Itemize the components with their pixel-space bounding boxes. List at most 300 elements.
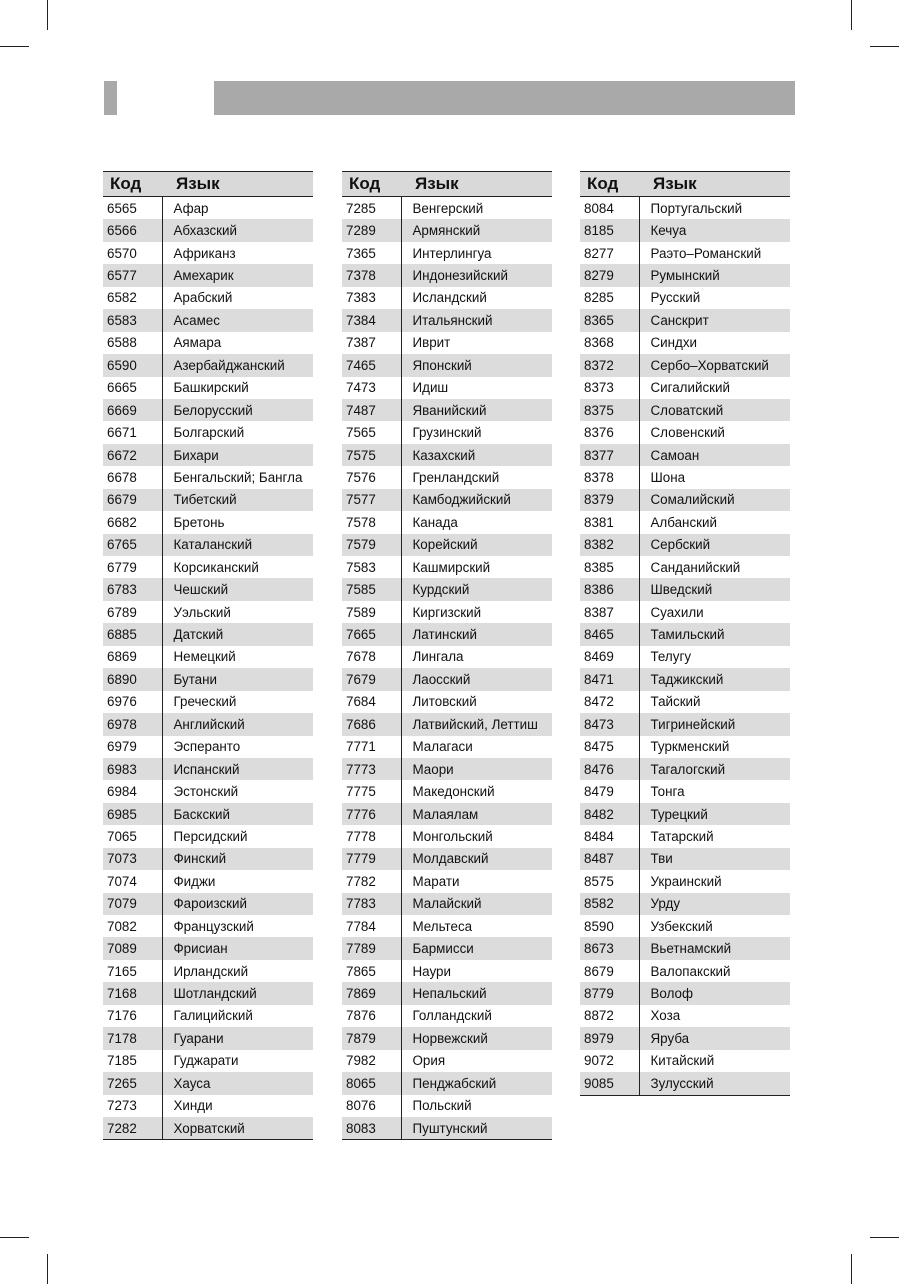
language-name: Иврит xyxy=(412,335,451,351)
language-name: Тагалогский xyxy=(639,758,790,780)
table-row xyxy=(103,623,313,645)
language-code: 7783 xyxy=(342,893,401,915)
language-code: 7775 xyxy=(342,780,401,802)
language-code: 7578 xyxy=(342,511,401,533)
language-name: Курдский xyxy=(401,578,552,600)
language-code: 6976 xyxy=(103,691,162,713)
table-row xyxy=(580,803,790,825)
language-name: Литовский xyxy=(412,694,477,710)
table-row xyxy=(103,893,313,915)
language-code: 8484 xyxy=(580,825,639,847)
language-name: Идиш xyxy=(412,380,449,396)
language-name: Монгольский xyxy=(412,828,493,844)
language-code: 7776 xyxy=(342,803,401,825)
language-code: 8368 xyxy=(580,332,639,354)
language-code: 8679 xyxy=(580,960,639,982)
crop-mark-bottom-right-h xyxy=(870,1237,899,1238)
language-code: 7782 xyxy=(342,870,401,892)
language-name: Каталанский xyxy=(162,534,313,556)
table-row xyxy=(342,511,552,533)
language-name: Самоан xyxy=(639,444,790,466)
language-name: Шона xyxy=(650,469,686,485)
language-name: Китайский xyxy=(650,1053,715,1069)
table-row xyxy=(103,668,313,690)
language-name: Наури xyxy=(412,963,451,979)
language-name: Греческий xyxy=(173,694,237,710)
language-code: 7784 xyxy=(342,915,401,937)
language-code: 8673 xyxy=(580,937,639,959)
language-name: Шотландский xyxy=(162,982,313,1004)
table-row xyxy=(103,848,313,870)
language-code: 7082 xyxy=(103,915,162,937)
language-name: Асамес xyxy=(162,309,313,331)
language-name: Сигалийский xyxy=(650,380,730,396)
language-code: 6583 xyxy=(103,309,162,331)
language-code: 7473 xyxy=(342,377,401,399)
table-row xyxy=(580,242,790,264)
language-name: Индонезийский xyxy=(401,264,552,286)
language-name: Словенский xyxy=(650,425,725,441)
table-row xyxy=(342,825,552,847)
language-name: Фиджи xyxy=(173,873,216,889)
language-code: 6672 xyxy=(103,444,162,466)
language-name: Украинский xyxy=(650,873,722,889)
language-name: Македонский xyxy=(412,784,495,800)
language-code: 7176 xyxy=(103,1005,162,1027)
language-name: Абхазский xyxy=(162,219,313,241)
language-code: 7577 xyxy=(342,489,401,511)
language-code: 7876 xyxy=(342,1005,401,1027)
table-row xyxy=(580,870,790,892)
language-name: Малайский xyxy=(401,893,552,915)
language-name: Малагаси xyxy=(412,739,473,755)
table-row xyxy=(342,1027,552,1049)
crop-mark-top-left-h xyxy=(0,46,29,47)
language-name: Туркменский xyxy=(650,739,730,755)
table-row xyxy=(580,197,790,220)
language-code: 7178 xyxy=(103,1027,162,1049)
language-name: Лаосский xyxy=(401,668,552,690)
language-name: Сомалийский xyxy=(639,489,790,511)
language-code: 6669 xyxy=(103,399,162,421)
table-row xyxy=(103,377,313,399)
language-name: Корсиканский xyxy=(173,559,259,575)
language-code: 8476 xyxy=(580,758,639,780)
language-code: 7589 xyxy=(342,601,401,623)
header-bar xyxy=(214,81,795,115)
table-row xyxy=(103,691,313,713)
table-row xyxy=(580,893,790,915)
language-name: Молдавский xyxy=(401,848,552,870)
language-code: 8382 xyxy=(580,534,639,556)
language-code: 7869 xyxy=(342,982,401,1004)
table-header-row xyxy=(342,172,552,197)
language-name: Яванийский xyxy=(401,399,552,421)
table-row xyxy=(103,219,313,241)
language-code: 6665 xyxy=(103,377,162,399)
table-row xyxy=(580,713,790,735)
table-row xyxy=(342,1095,552,1117)
language-name: Телугу xyxy=(650,649,692,665)
language-name: Зулусский xyxy=(639,1072,790,1095)
table-row xyxy=(342,668,552,690)
language-name: Армянский xyxy=(401,219,552,241)
language-code: 7465 xyxy=(342,354,401,376)
language-name: Узбекский xyxy=(650,918,713,934)
table-row xyxy=(342,332,552,354)
table-row xyxy=(103,825,313,847)
language-name: Чешский xyxy=(162,578,313,600)
language-name: Венгерский xyxy=(412,200,484,216)
crop-mark-top-right xyxy=(851,0,852,30)
language-name: Английский xyxy=(162,713,313,735)
language-name: Белорусский xyxy=(162,399,313,421)
language-code: 7265 xyxy=(103,1072,162,1094)
language-code: 8471 xyxy=(580,668,639,690)
table-row xyxy=(342,646,552,668)
table-row xyxy=(103,287,313,309)
table-row xyxy=(342,309,552,331)
language-code: 8084 xyxy=(580,197,639,220)
language-name: Норвежский xyxy=(401,1027,552,1049)
table-row xyxy=(580,489,790,511)
language-code: 8479 xyxy=(580,780,639,802)
language-code: 6890 xyxy=(103,668,162,690)
table-row xyxy=(580,758,790,780)
table-row xyxy=(342,264,552,286)
language-code-table-2 xyxy=(342,171,552,1140)
table-row xyxy=(580,309,790,331)
language-name: Латвийский, Леттиш xyxy=(401,713,552,735)
language-code: 7289 xyxy=(342,219,401,241)
table-row xyxy=(580,287,790,309)
table-row xyxy=(580,982,790,1004)
column-header-code: Код xyxy=(580,172,639,197)
language-code: 7168 xyxy=(103,982,162,1004)
language-name: Персидский xyxy=(173,828,248,844)
language-code: 8381 xyxy=(580,511,639,533)
table-row xyxy=(342,623,552,645)
language-code: 7487 xyxy=(342,399,401,421)
table-row xyxy=(103,960,313,982)
language-name: Бармисси xyxy=(401,937,552,959)
language-name: Афар xyxy=(173,200,209,216)
language-code: 7565 xyxy=(342,421,401,443)
language-code: 7273 xyxy=(103,1095,162,1117)
table-row xyxy=(342,489,552,511)
language-name: Ирландский xyxy=(173,963,249,979)
language-code: 7678 xyxy=(342,646,401,668)
column-header-code: Код xyxy=(342,172,401,197)
language-code: 6978 xyxy=(103,713,162,735)
language-name: Татарский xyxy=(650,828,714,844)
language-name: Суахили xyxy=(650,604,704,620)
language-code: 8482 xyxy=(580,803,639,825)
table-row xyxy=(342,691,552,713)
language-code: 7282 xyxy=(103,1117,162,1140)
table-row xyxy=(342,578,552,600)
language-name: Кашмирский xyxy=(412,559,491,575)
table-row xyxy=(103,601,313,623)
language-code: 7779 xyxy=(342,848,401,870)
column-header-language: Язык xyxy=(401,172,552,197)
table-row xyxy=(342,893,552,915)
table-row xyxy=(580,848,790,870)
language-name: Хинди xyxy=(173,1098,213,1114)
language-name: Русский xyxy=(650,290,701,306)
table-row xyxy=(580,825,790,847)
language-code: 7387 xyxy=(342,332,401,354)
table-row xyxy=(580,960,790,982)
table-row xyxy=(580,264,790,286)
table-row xyxy=(342,1117,552,1140)
language-name: Азербайджанский xyxy=(162,354,313,376)
language-code: 8378 xyxy=(580,466,639,488)
table-row xyxy=(103,421,313,443)
language-code: 7583 xyxy=(342,556,401,578)
table-row xyxy=(342,377,552,399)
table-row xyxy=(580,736,790,758)
language-name: Тайский xyxy=(650,694,701,710)
language-name: Африканз xyxy=(173,245,236,261)
table-row xyxy=(103,489,313,511)
language-code: 8076 xyxy=(342,1095,401,1117)
table-row xyxy=(103,534,313,556)
language-name: Бихари xyxy=(162,444,313,466)
header-tab-marker xyxy=(104,81,117,115)
language-name: Бретонь xyxy=(173,514,225,530)
language-name: Амехарик xyxy=(162,264,313,286)
language-code: 7378 xyxy=(342,264,401,286)
table-row xyxy=(342,287,552,309)
language-code: 8465 xyxy=(580,623,639,645)
table-row xyxy=(342,242,552,264)
language-name: Немецкий xyxy=(173,649,236,665)
language-name: Канада xyxy=(412,514,458,530)
language-name: Словатский xyxy=(639,399,790,421)
table-body xyxy=(342,197,552,1140)
language-code: 6765 xyxy=(103,534,162,556)
table-row xyxy=(580,937,790,959)
language-name: Раэто–Романский xyxy=(650,245,762,261)
table-row xyxy=(342,1072,552,1094)
language-code: 6789 xyxy=(103,601,162,623)
language-code: 8373 xyxy=(580,377,639,399)
table-row xyxy=(580,578,790,600)
language-code: 8475 xyxy=(580,736,639,758)
language-code: 8590 xyxy=(580,915,639,937)
language-code: 7383 xyxy=(342,287,401,309)
table-row xyxy=(580,219,790,241)
table-row xyxy=(103,803,313,825)
language-code: 7686 xyxy=(342,713,401,735)
language-name: Волоф xyxy=(639,982,790,1004)
table-row xyxy=(103,444,313,466)
language-name: Фрисиан xyxy=(162,937,313,959)
language-name: Хоза xyxy=(650,1008,681,1024)
crop-mark-bottom-left-h xyxy=(0,1237,29,1238)
language-code: 7089 xyxy=(103,937,162,959)
language-name: Грузинский xyxy=(412,425,482,441)
language-code: 7879 xyxy=(342,1027,401,1049)
language-code: 6984 xyxy=(103,780,162,802)
language-name: Бутани xyxy=(162,668,313,690)
language-name: Гренландский xyxy=(412,469,500,485)
language-code: 7073 xyxy=(103,848,162,870)
language-code: 7079 xyxy=(103,893,162,915)
language-name: Румынский xyxy=(639,264,790,286)
language-name: Камбоджийский xyxy=(401,489,552,511)
table-row xyxy=(342,1050,552,1072)
language-name: Башкирский xyxy=(173,380,249,396)
language-name: Малаялам xyxy=(401,803,552,825)
language-name: Фароизский xyxy=(162,893,313,915)
language-code: 6783 xyxy=(103,578,162,600)
language-code: 7165 xyxy=(103,960,162,982)
table-row xyxy=(342,713,552,735)
language-name: Гуджарати xyxy=(173,1053,239,1069)
table-header-row xyxy=(580,172,790,197)
table-row xyxy=(103,982,313,1004)
table-row xyxy=(103,758,313,780)
language-name: Марати xyxy=(412,873,460,889)
table-row xyxy=(103,937,313,959)
table-row xyxy=(103,578,313,600)
language-code: 6979 xyxy=(103,736,162,758)
language-code: 7576 xyxy=(342,466,401,488)
table-row xyxy=(342,960,552,982)
language-name: Мельтеса xyxy=(412,918,473,934)
language-code: 9072 xyxy=(580,1050,639,1072)
table-row xyxy=(342,1005,552,1027)
language-name: Санданийский xyxy=(650,559,741,575)
table-row xyxy=(342,534,552,556)
language-code: 6565 xyxy=(103,197,162,220)
column-header-code: Код xyxy=(103,172,162,197)
language-code-table-3 xyxy=(580,171,790,1096)
language-code: 7684 xyxy=(342,691,401,713)
crop-mark-top-right-h xyxy=(870,46,899,47)
language-name: Вьетнамский xyxy=(639,937,790,959)
language-name: Французский xyxy=(173,918,254,934)
table-row xyxy=(342,982,552,1004)
language-code: 6588 xyxy=(103,332,162,354)
language-code: 6985 xyxy=(103,803,162,825)
language-code: 7384 xyxy=(342,309,401,331)
language-name: Тонга xyxy=(650,784,685,800)
language-code: 8375 xyxy=(580,399,639,421)
language-name: Уэльский xyxy=(173,604,231,620)
column-header-language: Язык xyxy=(162,172,313,197)
language-name: Корейский xyxy=(401,534,552,556)
table-row xyxy=(103,1027,313,1049)
table-row xyxy=(103,915,313,937)
crop-mark-bottom-left xyxy=(47,1254,48,1284)
table-row xyxy=(103,354,313,376)
language-name: Хорватский xyxy=(162,1117,313,1140)
language-name: Итальянский xyxy=(401,309,552,331)
table-row xyxy=(103,242,313,264)
language-code: 7773 xyxy=(342,758,401,780)
crop-mark-top-left xyxy=(47,0,48,30)
language-code: 8377 xyxy=(580,444,639,466)
table-row xyxy=(580,377,790,399)
language-code: 6570 xyxy=(103,242,162,264)
table-row xyxy=(103,399,313,421)
language-code: 6566 xyxy=(103,219,162,241)
language-code: 6671 xyxy=(103,421,162,443)
table-row xyxy=(342,803,552,825)
table-row xyxy=(103,870,313,892)
language-name: Баскский xyxy=(162,803,313,825)
table-row xyxy=(580,915,790,937)
language-name: Тигринейский xyxy=(639,713,790,735)
language-code: 6682 xyxy=(103,511,162,533)
table-row xyxy=(342,758,552,780)
table-row xyxy=(103,309,313,331)
language-code: 7365 xyxy=(342,242,401,264)
language-name: Японский xyxy=(401,354,552,376)
table-row xyxy=(103,332,313,354)
table-row xyxy=(342,556,552,578)
language-name: Исландский xyxy=(412,290,487,306)
language-code: 8372 xyxy=(580,354,639,376)
table-row xyxy=(580,1072,790,1095)
table-row xyxy=(580,466,790,488)
language-name: Лингала xyxy=(412,649,464,665)
table-row xyxy=(580,444,790,466)
table-row xyxy=(580,332,790,354)
language-code: 7065 xyxy=(103,825,162,847)
language-name: Аямара xyxy=(173,335,222,351)
language-name: Тибетский xyxy=(162,489,313,511)
language-code: 8387 xyxy=(580,601,639,623)
language-code: 8487 xyxy=(580,848,639,870)
table-row xyxy=(103,713,313,735)
language-name: Маори xyxy=(401,758,552,780)
language-name: Албанский xyxy=(650,514,717,530)
language-code: 7185 xyxy=(103,1050,162,1072)
language-name: Болгарский xyxy=(173,425,245,441)
language-name: Пуштунский xyxy=(401,1117,552,1140)
table-row xyxy=(580,421,790,443)
language-code: 7679 xyxy=(342,668,401,690)
table-body xyxy=(580,197,790,1096)
table-row xyxy=(103,1117,313,1140)
table-row xyxy=(103,264,313,286)
language-name: Турецкий xyxy=(639,803,790,825)
language-name: Арабский xyxy=(173,290,233,306)
table-row xyxy=(580,691,790,713)
language-name: Кечуа xyxy=(639,219,790,241)
language-code: 7575 xyxy=(342,444,401,466)
language-code: 7665 xyxy=(342,623,401,645)
language-code: 8277 xyxy=(580,242,639,264)
language-name: Ория xyxy=(412,1053,446,1069)
language-code: 8473 xyxy=(580,713,639,735)
table-row xyxy=(580,646,790,668)
language-name: Эсперанто xyxy=(173,739,241,755)
table-row xyxy=(103,736,313,758)
language-code: 6590 xyxy=(103,354,162,376)
language-code: 6678 xyxy=(103,466,162,488)
table-row xyxy=(103,466,313,488)
language-code: 7585 xyxy=(342,578,401,600)
language-code: 6679 xyxy=(103,489,162,511)
language-name: Валопакский xyxy=(650,963,731,979)
language-name: Латинский xyxy=(401,623,552,645)
table-row xyxy=(342,444,552,466)
